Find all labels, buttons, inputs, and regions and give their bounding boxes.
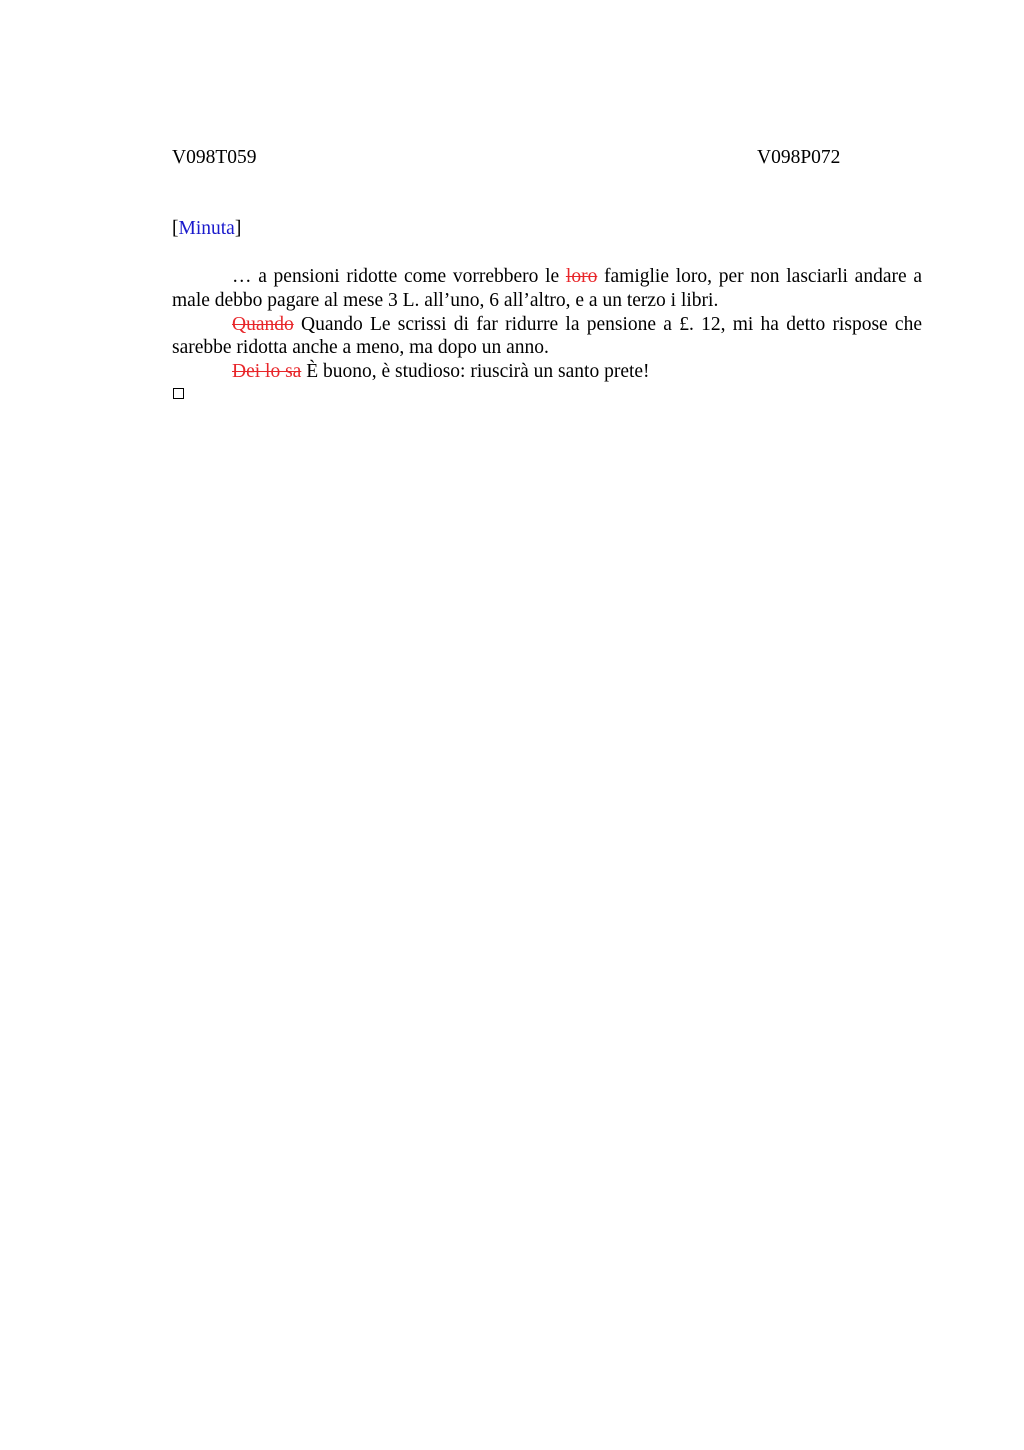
deleted-word: Quando: [232, 313, 294, 335]
letter-body: [172, 265, 922, 384]
paragraph-3: [172, 360, 922, 384]
deleted-word: loro: [565, 266, 598, 287]
heading-close-bracket: ]: [234, 218, 242, 239]
section-heading: [172, 217, 241, 241]
paragraph-text-after: Quando Le scrissi di far ridurre la pensione a £. 12, mi ha detto rispose che sarebbe ridotta anche a meno, ma dopo un anno.: [172, 313, 922, 359]
document-code-left: V098T059: [172, 147, 257, 168]
paragraph-text-after: È buono, è studioso: riuscirà un santo prete!: [301, 361, 650, 383]
paragraph-text-after: famiglie loro, per non lasciarli andare a male debbo pagare al mese 3 L. all’uno, 6 all’altro, e a un terzo i libri.: [172, 266, 922, 311]
heading-open-bracket: [: [172, 218, 179, 239]
paragraph-2: [172, 313, 922, 361]
minuta-link[interactable]: Minuta: [178, 218, 235, 239]
paragraph-1: [172, 265, 922, 313]
deleted-phrase: Dei lo sa: [232, 361, 302, 383]
document-code-right: V098P072: [757, 147, 841, 168]
paragraph-text-before: … a pensioni ridotte come vorrebbero le: [232, 266, 566, 287]
empty-square-icon: [173, 388, 184, 399]
